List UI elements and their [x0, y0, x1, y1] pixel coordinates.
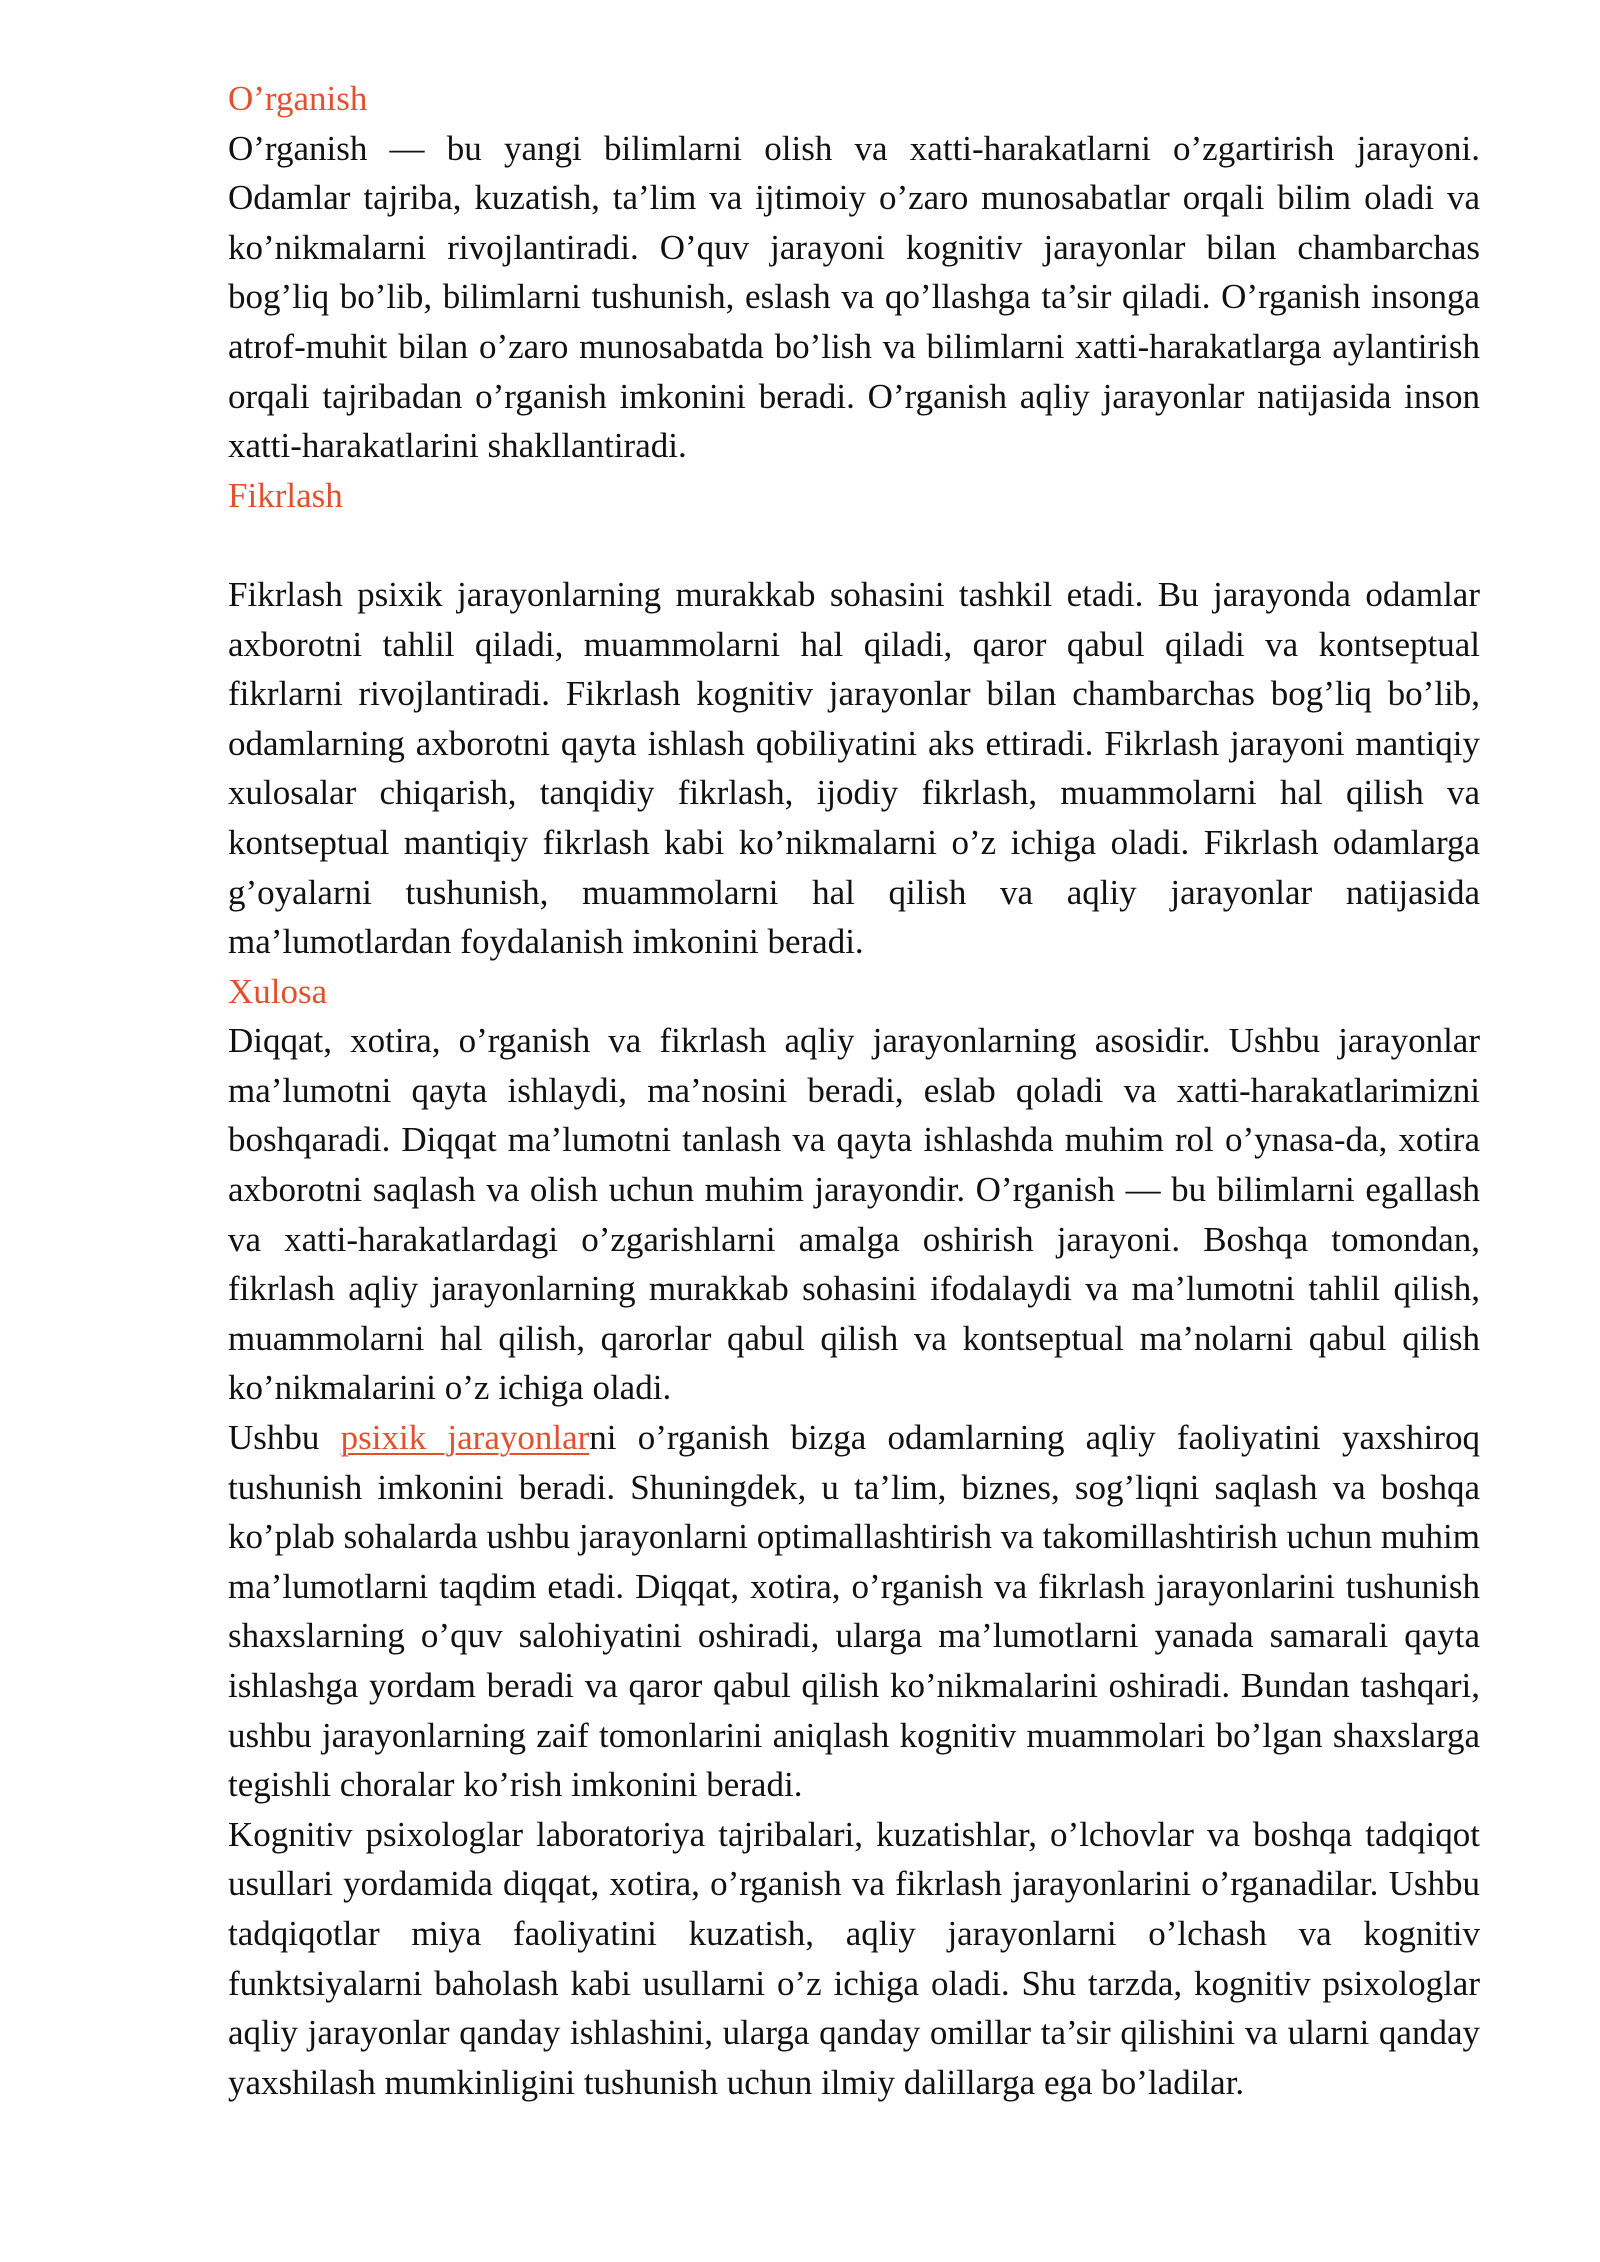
- heading-fikrlash: Fikrlash: [228, 475, 343, 515]
- psixik-jarayonlar-link[interactable]: psixik jarayonlar: [340, 1418, 590, 1458]
- paragraph-organish: O’rganish — bu yangi bilimlarni olish va xatti-harakatlarni o’zgartirish jarayoni. Odamlar tajriba, kuzatish, ta’lim va ijtimoiy o’zaro munosabatlar orqali bilim oladi va ko’nikmalarni rivojlantiradi. O’quv jarayoni kognitiv jarayonlar bilan chambarchas bog’liq bo’lib, bilimlarni tushunish, eslash va qo’llashga ta’sir qiladi. O’rganish insonga atrof-muhit bilan o’zaro munosabatda bo’lish va bilimlarni xatti-harakatlarga aylantirish orqali tajribadan o’rganish imkonini beradi. O’rganish aqliy jarayonlar natijasida inson xatti-harakatlarini shakllantiradi.: [228, 128, 1480, 466]
- paragraph-xulosa-3: Kognitiv psixologlar laboratoriya tajribalari, kuzatishlar, o’lchovlar va boshqa tadqiqot usullari yordamida diqqat, xotira, o’rganish va fikrlash jarayonlarini o’rganadilar. Ushbu tadqiqotlar miya faoliyatini kuzatish, aqliy jarayonlarni o’lchash va kognitiv funktsiyalarni baholash kabi usullarni o’z ichiga oladi. Shu tarzda, kognitiv psixologlar aqliy jarayonlar qanday ishlashini, ularga qanday omillar ta’sir qilishini va ularni qanday yaxshilash mumkinligini tushunish uchun ilmiy dalillarga ega bo’ladilar.: [228, 1814, 1480, 2102]
- paragraph-xulosa-2-suffix: ni o’rganish bizga odamlarning aqliy faoliyatini yaxshiroq tushunish imkonini beradi. Shuningdek, u ta’lim, biznes, sog’liqni saqlash va boshqa ko’plab sohalarda ushbu jarayonlarni optimallashtirish va takomillashtirish uchun muhim ma’lumotlarni taqdim etadi. Diqqat, xotira, o’rganish va fikrlash jarayonlarini tushunish shaxslarning o’quv salohiyatini oshiradi, ularga ma’lumotlarni yanada samarali qayta ishlashga yordam beradi va qaror qabul qilish ko’nikmalarini oshiradi. Bundan tashqari, ushbu jarayonlarning zaif tomonlarini aniqlash kognitiv muammolari bo’lgan shaxslarga tegishli choralar ko’rish imkonini beradi.: [228, 1418, 1480, 1805]
- blank-line: [228, 520, 1480, 570]
- paragraph-fikrlash: Fikrlash psixik jarayonlarning murakkab sohasini tashkil etadi. Bu jarayonda odamlar axborotni tahlil qiladi, muammolarni hal qiladi, qaror qabul qiladi va kontseptual fikrlarni rivojlantiradi. Fikrlash kognitiv jarayonlar bilan chambarchas bog’liq bo’lib, odamlarning axborotni qayta ishlash qobiliyatini aks ettiradi. Fikrlash jarayoni mantiqiy xulosalar chiqarish, tanqidiy fikrlash, ijodiy fikrlash, muammolarni hal qilish va kontseptual mantiqiy fikrlash kabi ko’nikmalarni o’z ichiga oladi. Fikrlash odamlarga g’oyalarni tushunish, muammolarni hal qilish va aqliy jarayonlar natijasida ma’lumotlardan foydalanish imkonini beradi.: [228, 574, 1480, 962]
- heading-organish: O’rganish: [228, 79, 368, 118]
- paragraph-xulosa-1: Diqqat, xotira, o’rganish va fikrlash aqliy jarayonlarning asosidir. Ushbu jarayonlar ma’lumotni qayta ishlaydi, ma’nosini beradi, eslab qoladi va xatti-harakatlarimizni boshqaradi. Diqqat ma’lumotni tanlash va qayta ishlashda muhim rol o’ynasa-da, xotira axborotni saqlash va olish uchun muhim jarayondir. O’rganish — bu bilimlarni egallash va xatti-harakatlardagi o’zgarishlarni amalga oshirish jarayoni. Boshqa tomondan, fikrlash aqliy jarayonlarning murakkab sohasini ifodalaydi va ma’lumotni tahlil qilish, muammolarni hal qilish, qarorlar qabul qilish va kontseptual ma’nolarni qabul qilish ko’nikmalarini o’z ichiga oladi.: [228, 1021, 1480, 1408]
- document-page: [228, 74, 1480, 2107]
- heading-xulosa: Xulosa: [228, 971, 328, 1011]
- paragraph-xulosa-2-prefix: Ushbu: [228, 1418, 341, 1458]
- paragraph-xulosa-2: [228, 1413, 1480, 1810]
